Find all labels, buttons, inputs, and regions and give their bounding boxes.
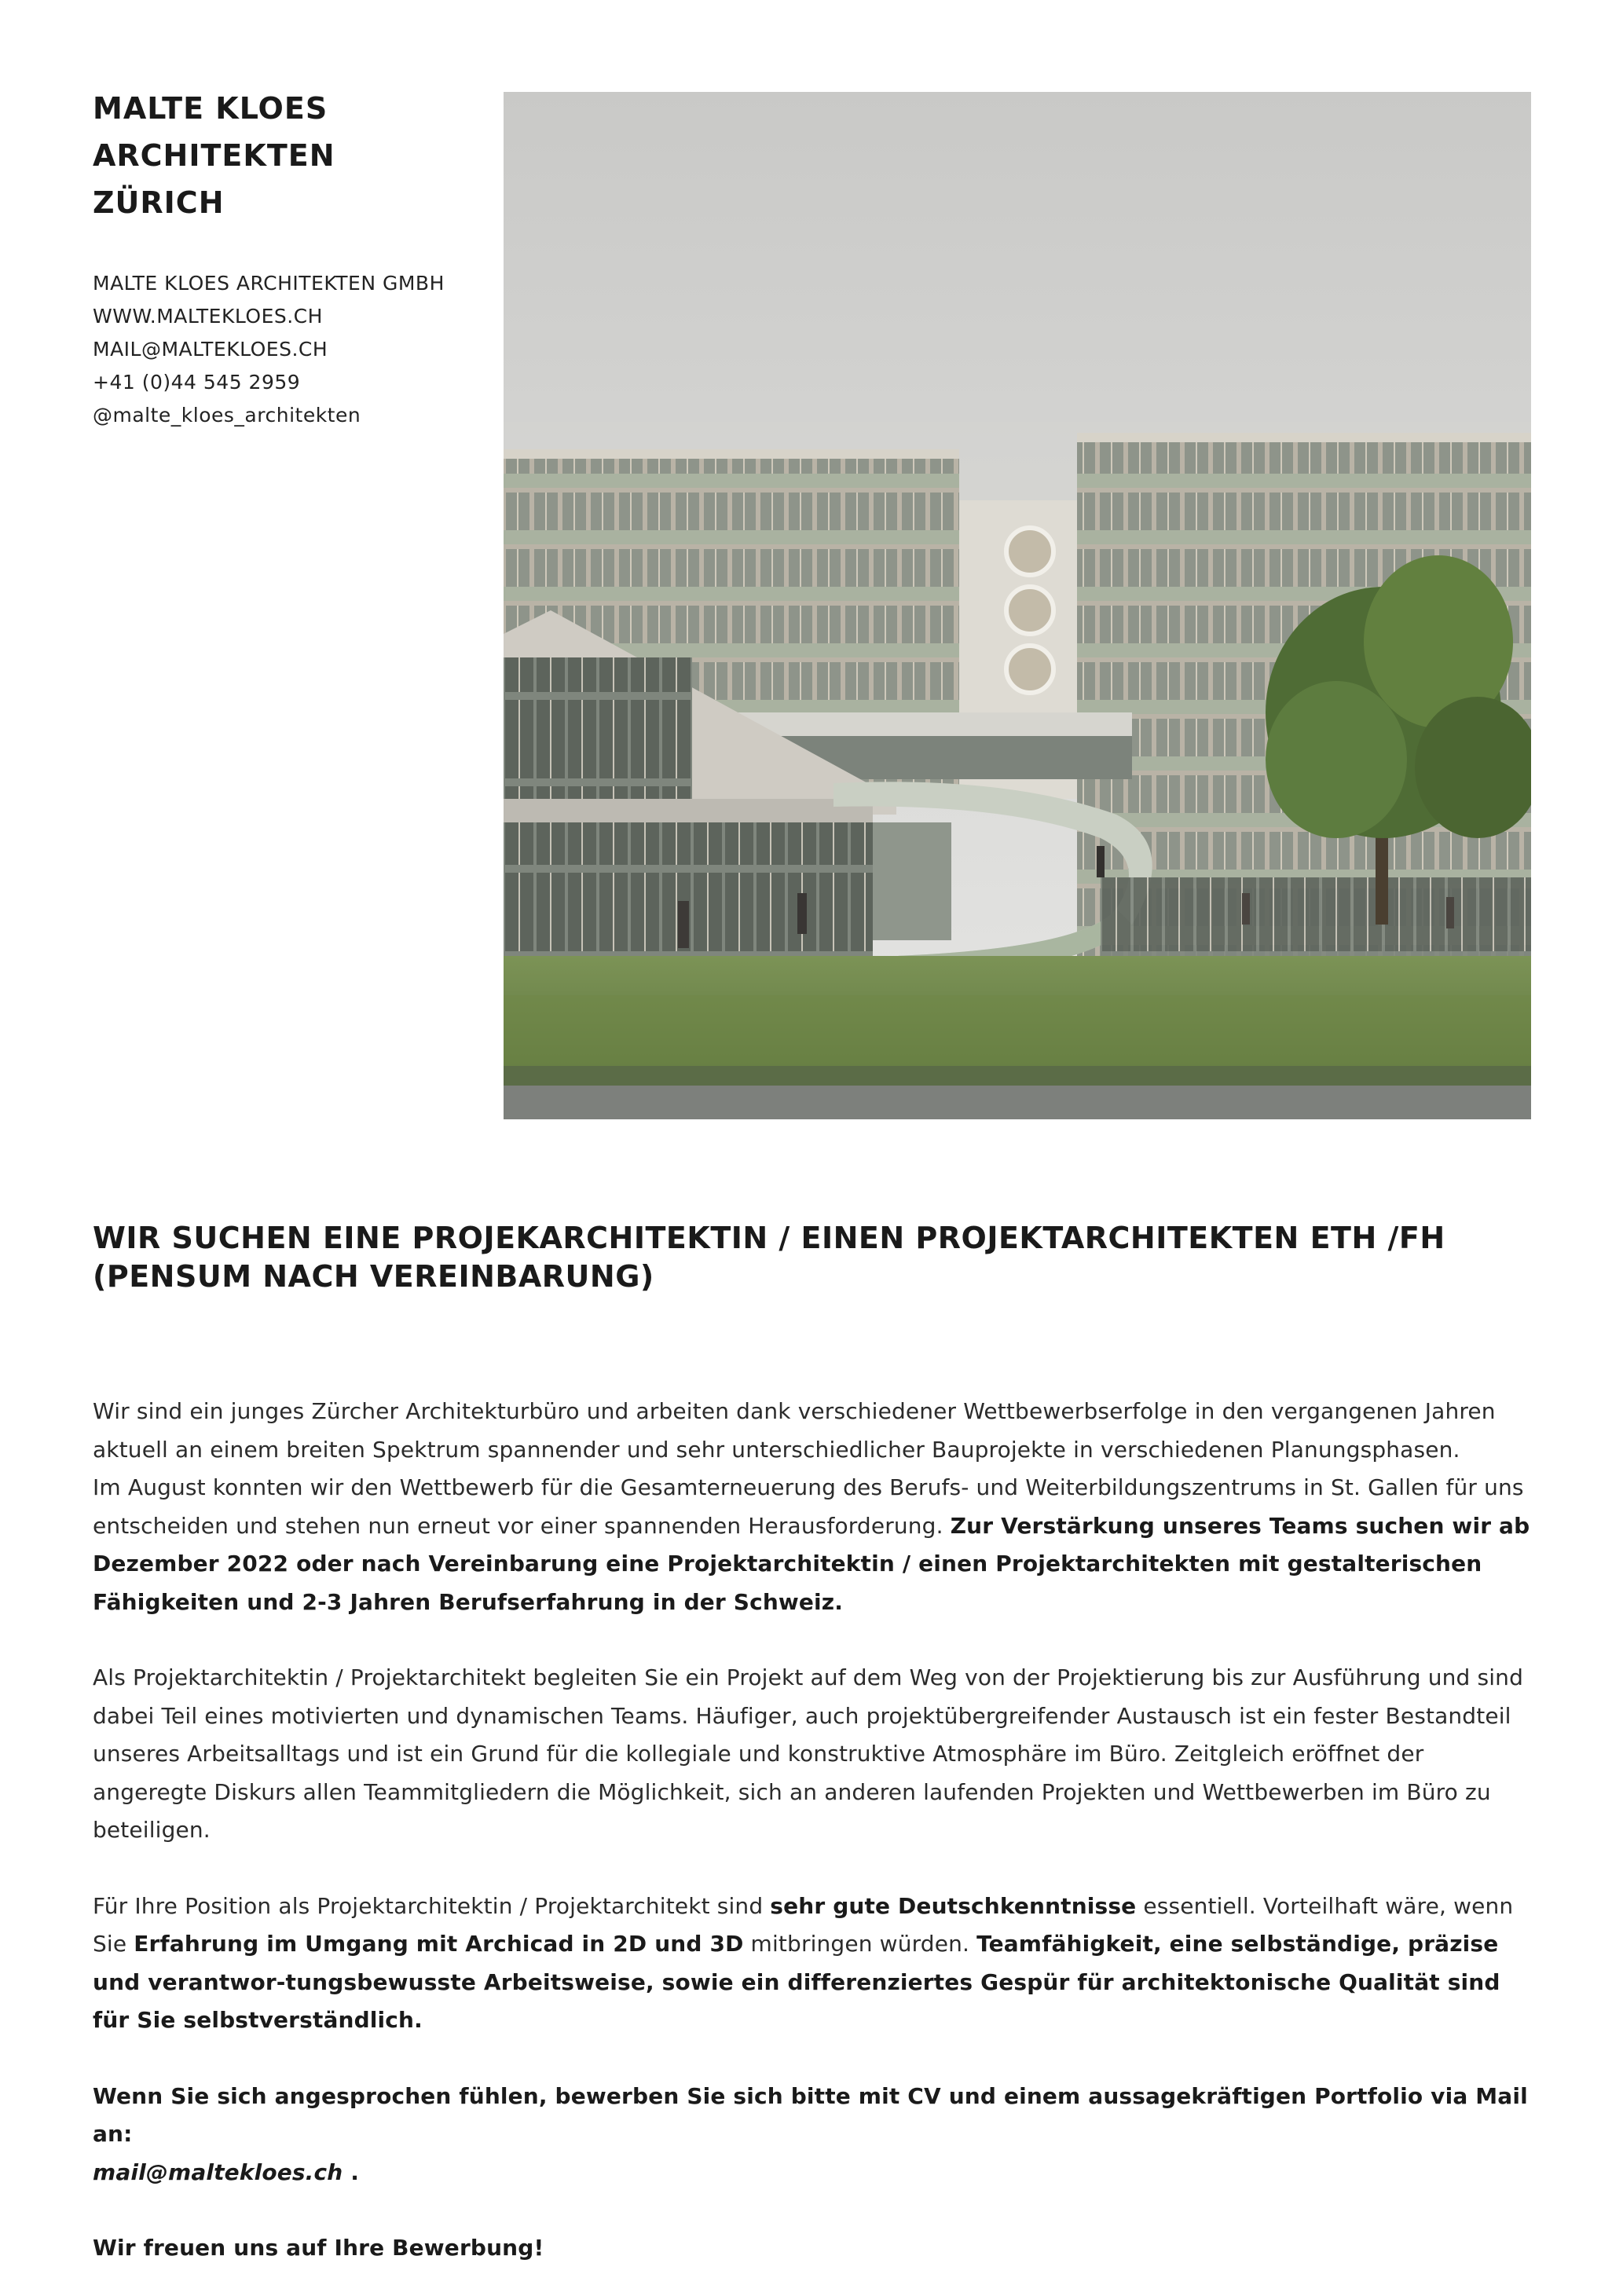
paragraph-intro	[93, 1393, 1540, 1621]
req-teamwork: Teamfähigkeit, eine selbständige, präzise und verantwor-tungsbewusste Arbeitsweise, sowie ein differenziertes Gespür für architektonische Qualität sind für Sie selbstverständlich.	[93, 1931, 1500, 2033]
apply-text: Wenn Sie sich angesprochen fühlen, bewerben Sie sich bitte mit CV und einem aussagekräftigen Portfolio via Mail an:	[93, 2082, 1528, 2147]
contact-block	[93, 267, 501, 432]
email-link[interactable]: MAIL@MALTEKLOES.CH	[93, 338, 328, 361]
apply-email-link[interactable]: mail@maltekloes.ch	[93, 2159, 343, 2185]
phone-number[interactable]: +41 (0)44 545 2959	[93, 371, 301, 394]
company-name: MALTE KLOES ARCHITEKTEN GMBH	[93, 272, 445, 295]
req-text-1: Für Ihre Position als Projektarchitektin / Projektarchitekt sind	[93, 1892, 771, 1919]
paragraph-role: Als Projektarchitektin / Projektarchitekt begleiten Sie ein Projekt auf dem Weg von der Projektierung bis zur Ausführung und sind dabei Teil eines motivierten und dynamischen Teams. Häufiger, auch projektübergreifender Austausch ist ein fester Bestandteil unseres Arbeitsalltags und ist ein Grund für die kollegiale und konstruktive Atmosphäre im Büro. Zeitgleich eröffnet der angeregte Diskurs allen Teammitgliedern die Möglichkeit, sich an anderen laufenden Projekten und Wettbewerben im Büro zu beteiligen.	[93, 1664, 1523, 1843]
intro-text: Wir sind ein junges Zürcher Architekturbüro und arbeiten dank verschiedener Wettbewerbserfolge in den vergangenen Jahren aktuell an einem breiten Spektrum spannender und sehr unterschiedlicher Bauprojekte in verschiedenen Planungsphasen.	[93, 1398, 1496, 1463]
hero-rendering	[504, 92, 1531, 1119]
paragraph-apply	[93, 2078, 1540, 2192]
firm-name-line-2: ARCHITEKTEN	[93, 138, 335, 173]
job-headline	[93, 1219, 1538, 1296]
website-link[interactable]: WWW.MALTEKLOES.CH	[93, 305, 323, 328]
req-german: sehr gute Deutschkenntnisse	[770, 1892, 1137, 1919]
firm-name-line-3: ZÜRICH	[93, 185, 225, 220]
paragraph-requirements	[93, 1888, 1540, 2040]
closing-text: Wir freuen uns auf Ihre Bewerbung!	[93, 2235, 544, 2261]
firm-name-line-1: MALTE KLOES	[93, 91, 328, 126]
req-text-3: mitbringen würden.	[743, 1931, 977, 1957]
job-description	[93, 1393, 1540, 2268]
paragraph-closing	[93, 2229, 1540, 2268]
competition-text: Im August konnten wir den Wettbewerb für die Gesamterneuerung des Berufs- und Weiterbildungszentrums in St. Gallen für uns entscheiden und stehen nun erneut vor einer spannenden Herausforderung.	[93, 1474, 1524, 1539]
instagram-handle[interactable]: @malte_kloes_architekten	[93, 404, 361, 427]
position-summary: Zur Verstärkung unseres Teams suchen wir ab Dezember 2022 oder nach Vereinbarung eine Projektarchitektin / einen Projektarchitekten mit gestalterischen Fähigkeiten und 2-3 Jahren Berufserfahrung in der Schweiz.	[93, 1512, 1530, 1615]
headline-line-2: (PENSUM NACH VEREINBARUNG)	[93, 1259, 654, 1294]
building-rendering-image	[504, 92, 1531, 1119]
headline-line-1: WIR SUCHEN EINE PROJEKARCHITEKTIN / EINEN PROJEKTARCHITEKTEN ETH /FH	[93, 1221, 1445, 1255]
req-text-2: essentiell. Vorteilhaft wäre, wenn Sie	[93, 1892, 1514, 1957]
apply-end: .	[343, 2159, 359, 2185]
req-archicad: Erfahrung im Umgang mit Archicad in 2D und 3D	[134, 1931, 744, 1957]
firm-name	[93, 85, 501, 226]
